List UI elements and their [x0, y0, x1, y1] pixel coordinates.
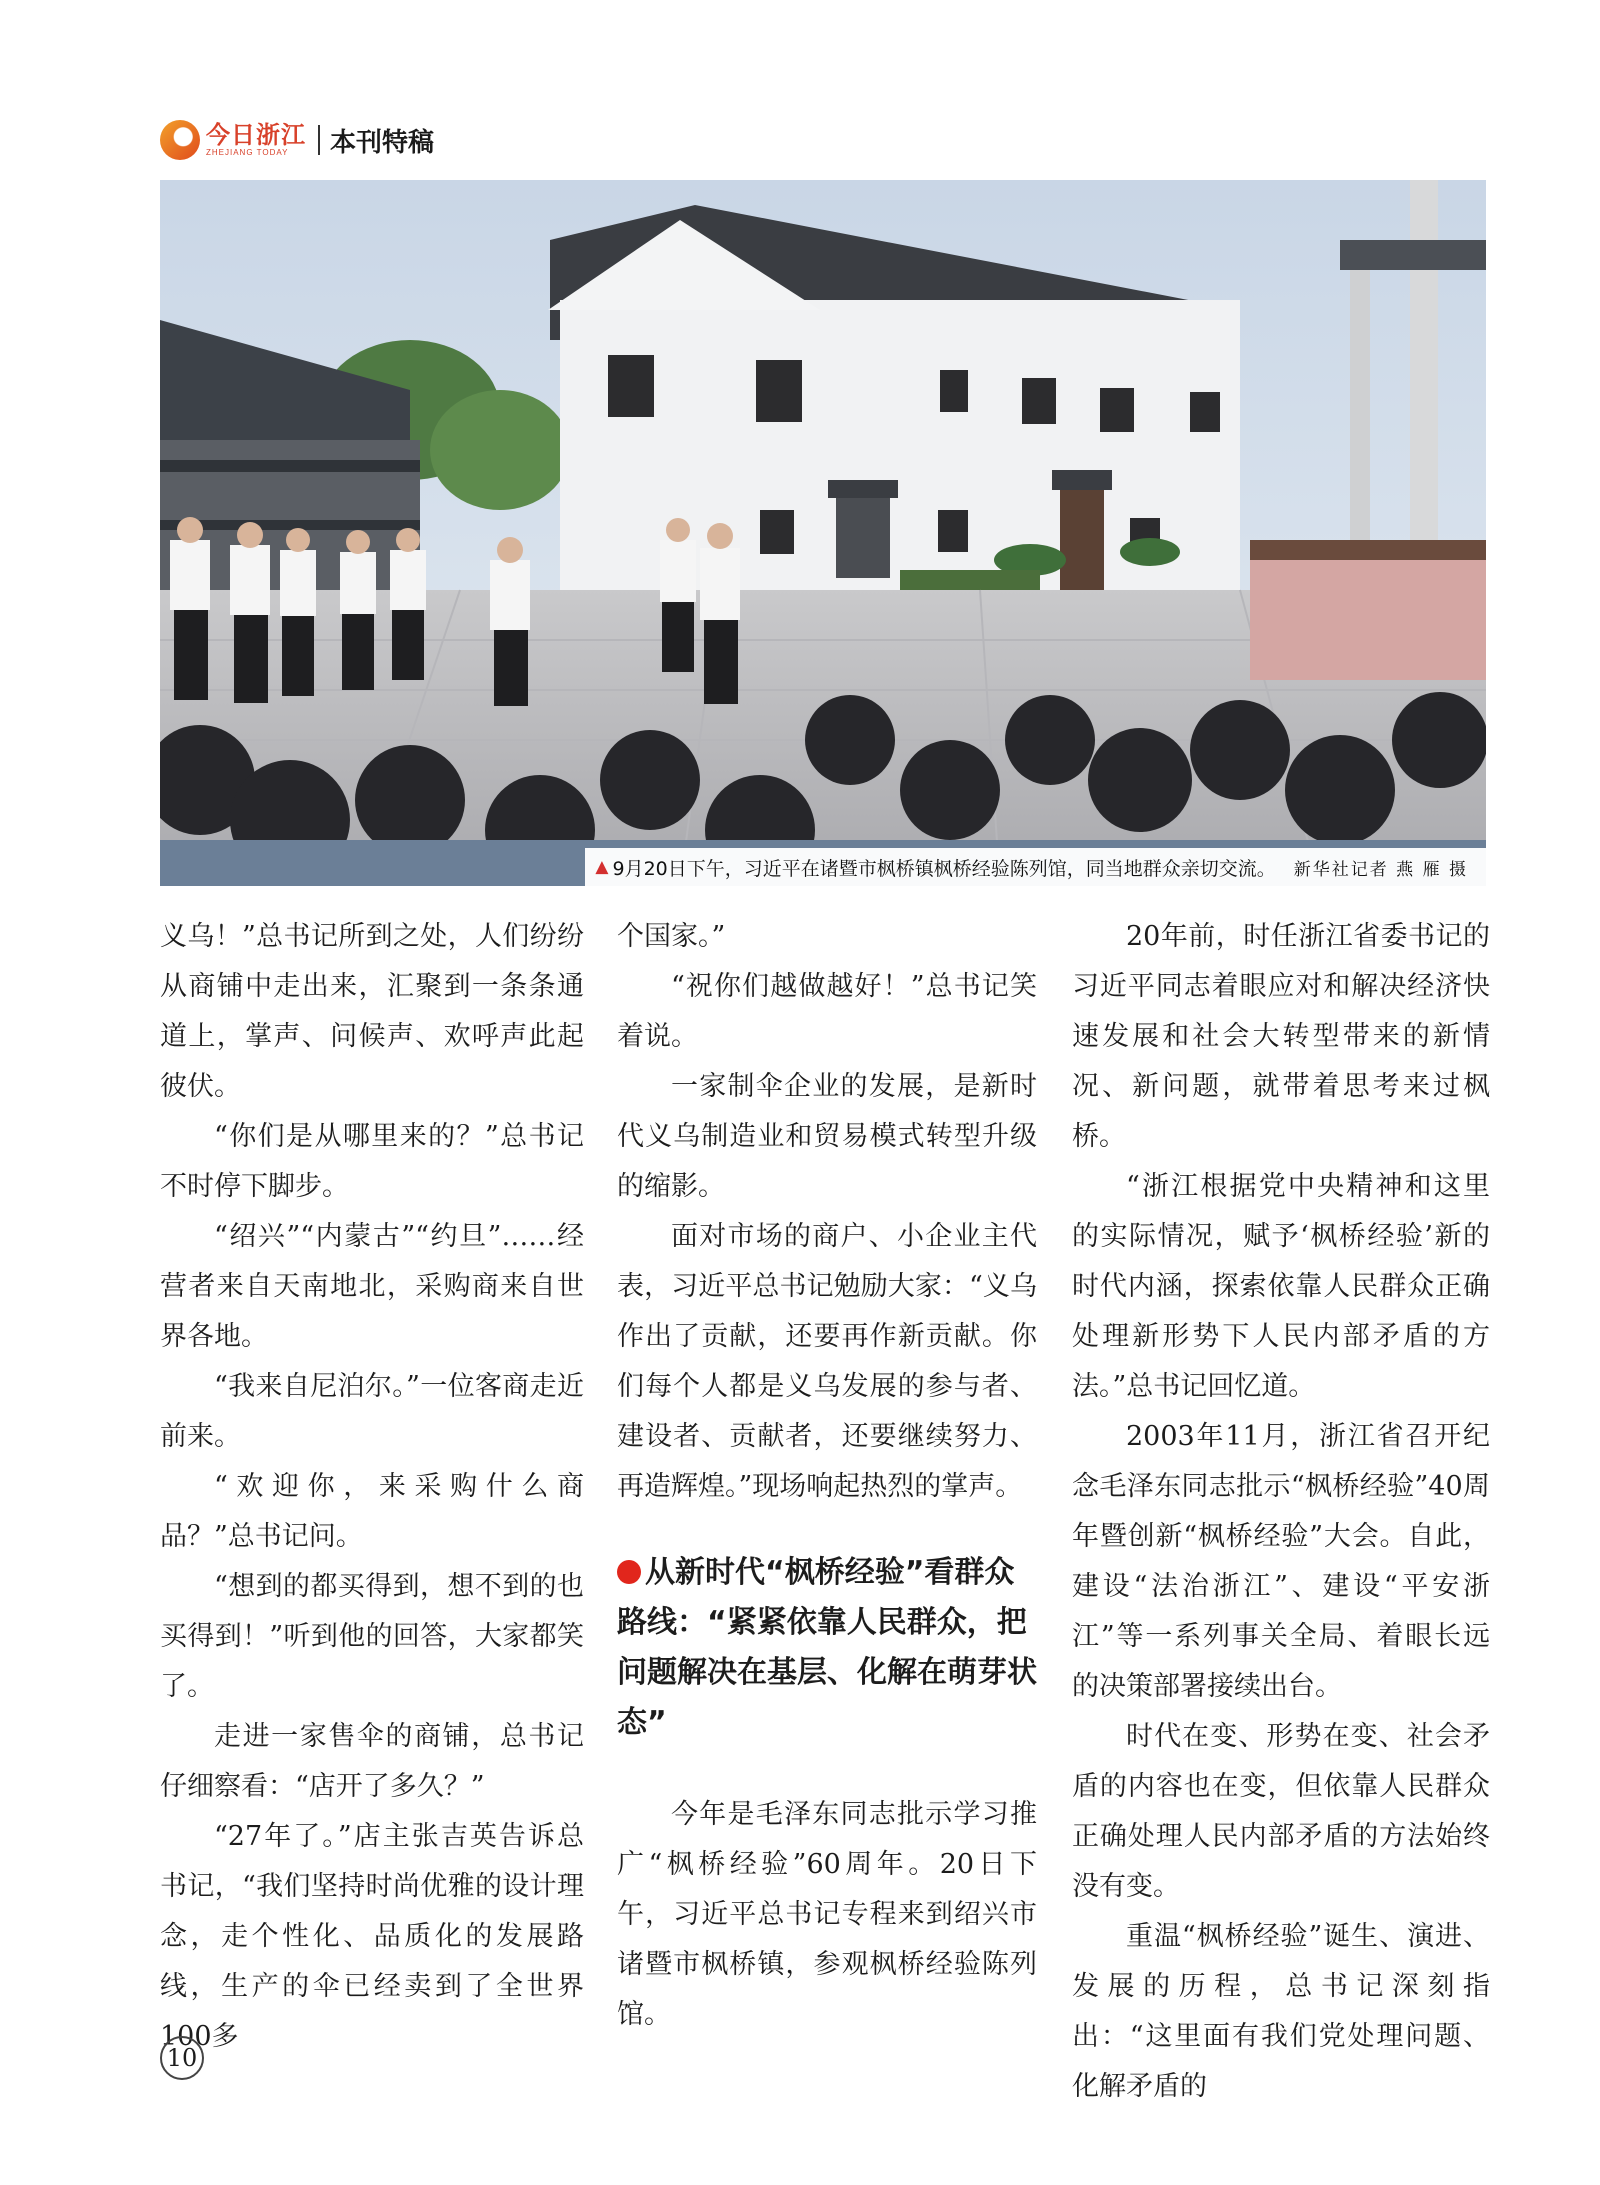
paragraph: 今年是毛泽东同志批示学习推广“枫桥经验”60周年。20日下午，习近平总书记专程来到绍兴市诸暨市枫桥镇，参观枫桥经验陈列馆。 [617, 1799, 1037, 2030]
section-subheading [617, 1548, 1037, 1748]
paragraph: “浙江根据党中央精神和这里的实际情况，赋予‘枫桥经验’新的时代内涵，探索依靠人民群众正确处理新形势下人民内部矛盾的方法。”总书记回忆道。 [1072, 1171, 1490, 1402]
paragraph: “欢迎你，来采购什么商品？”总书记问。 [160, 1471, 584, 1552]
article-column-1 [160, 912, 584, 2062]
masthead [160, 118, 434, 162]
news-photo [160, 180, 1486, 886]
photo-caption [585, 848, 1486, 886]
red-dot-icon [617, 1560, 641, 1584]
paragraph: 一家制伞企业的发展，是新时代义乌制造业和贸易模式转型升级的缩影。 [617, 1071, 1037, 1202]
paragraph: 义乌！”总书记所到之处，人们纷纷从商铺中走出来，汇聚到一条条通道上，掌声、问候声、欢呼声此起彼伏。 [160, 921, 584, 1102]
paragraph: 时代在变、形势在变、社会矛盾的内容也在变，但依靠人民群众正确处理人民内部矛盾的方法始终没有变。 [1072, 1721, 1490, 1902]
paragraph: “我来自尼泊尔。”一位客商走近前来。 [160, 1371, 584, 1452]
paragraph: 面对市场的商户、小企业主代表，习近平总书记勉励大家：“义乌作出了贡献，还要再作新贡献。你们每个人都是义乌发展的参与者、建设者、贡献者，还要继续努力、再造辉煌。”现场响起热烈的掌声。 [617, 1221, 1037, 1502]
caption-text: 9月20日下午，习近平在诸暨市枫桥镇枫桥经验陈列馆，同当地群众亲切交流。 [612, 857, 1276, 880]
paragraph: “你们是从哪里来的？”总书记不时停下脚步。 [160, 1121, 584, 1202]
paragraph: 2003年11月，浙江省召开纪念毛泽东同志批示“枫桥经验”40周年暨创新“枫桥经验”大会。自此，建设“法治浙江”、建设“平安浙江”等一系列事关全局、着眼长远的决策部署接续出台。 [1072, 1421, 1490, 1702]
paragraph: “绍兴”“内蒙古”“约旦”……经营者来自天南地北，采购商来自世界各地。 [160, 1221, 584, 1352]
logo-text-cn: 今日浙江 [206, 120, 306, 149]
article-column-2 [617, 912, 1037, 2040]
paragraph: “想到的都买得到，想不到的也买得到！”听到他的回答，大家都笑了。 [160, 1571, 584, 1702]
header-divider [318, 125, 320, 155]
photo-credit: 新华社记者 燕 雁 摄 [1293, 859, 1468, 880]
section-title: 本刊特稿 [330, 127, 435, 158]
logo-text-en: ZHEJIANG TODAY [206, 148, 289, 157]
paragraph: 20年前，时任浙江省委书记的习近平同志着眼应对和解决经济快速发展和社会大转型带来的新情况、新问题，就带着思考来过枫桥。 [1072, 921, 1490, 1152]
paragraph: “祝你们越做越好！”总书记笑着说。 [617, 971, 1037, 1052]
logo [206, 120, 306, 157]
page-number: 10 [160, 2036, 204, 2080]
article-column-3 [1072, 912, 1490, 2112]
triangle-icon: ▲ [595, 857, 609, 877]
paragraph: 重温“枫桥经验”诞生、演进、发展的历程，总书记深刻指出：“这里面有我们党处理问题、化解矛盾的 [1072, 1921, 1490, 2102]
subheading-text: 从新时代“枫桥经验”看群众路线：“紧紧依靠人民群众，把问题解决在基层、化解在萌芽状态” [617, 1555, 1037, 1740]
paragraph: 个国家。” [617, 921, 726, 952]
paragraph: 走进一家售伞的商铺，总书记仔细察看：“店开了多久？” [160, 1721, 584, 1802]
photo-illustration [160, 180, 1486, 886]
logo-icon [160, 120, 200, 160]
paragraph: “27年了。”店主张吉英告诉总书记，“我们坚持时尚优雅的设计理念，走个性化、品质化的发展路线，生产的伞已经卖到了全世界100多 [160, 1821, 584, 2052]
